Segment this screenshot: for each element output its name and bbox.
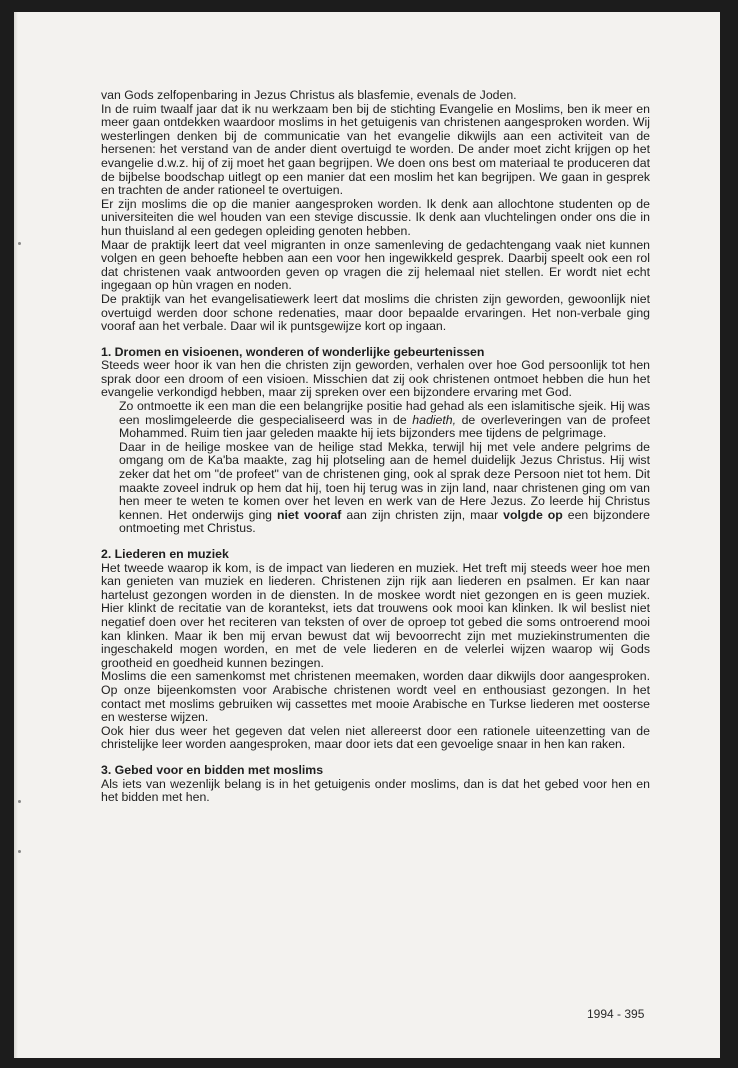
paragraph: Maar de praktijk leert dat veel migranten in onze samenleving de gedachtengang vaak niet kunnen volgen en geen behoefte hebben aan een voor hen ingewikkeld gesprek. Daarbij speelt ook een rol dat christenen vaak antwoorden geven op vragen die zij helemaal niet stellen. Er wordt niet echt ingegaan op hùn vragen en noden. [101, 237, 650, 293]
paragraph: Moslims die een samenkomst met christenen meemaken, worden daar dikwijls door aangesproken. Op onze bijeenkomsten voor Arabische christenen wordt veel en enthousiast gezongen. In het contact met moslims gebruiken wij cassettes met mooie Arabische en Turkse liederen met oosterse en westerse wijzen. [101, 669, 650, 725]
document-page [14, 12, 720, 1058]
indented-paragraph: Zo ontmoette ik een man die een belangrijke positie had gehad als een islamitische sjeik. Hij was een moslimgeleerde die gespecialiseerd was in de hadieth, de overleveringen van de profeet Mohammed. Ruim tien jaar geleden maakte hij iets bijzonders mee tijdens de pelgrimage. [119, 399, 650, 441]
margin-mark [18, 242, 21, 245]
section-heading: 2. Liederen en muziek [101, 547, 229, 561]
margin-mark [18, 850, 21, 853]
page-number: 1994 - 395 [587, 1007, 645, 1021]
paragraph: Er zijn moslims die op die manier aangesproken worden. Ik denk aan allochtone studenten op de universiteiten die wel houden van een stevige discussie. Ik denk aan vluchtelingen onder ons die in hun thuisland al een gedegen opleiding genoten hebben. [101, 196, 650, 238]
article-body [101, 89, 650, 805]
paragraph: De praktijk van het evangelisatiewerk leert dat moslims die christen zijn geworden, gewoonlijk niet overtuigd werden door schone redenaties, maar door bepaalde ervaringen. Het non-verbale ging vooraf aan het verbale. Daar wil ik puntsgewijze kort op ingaan. [101, 291, 650, 334]
paragraph: Het tweede waarop ik kom, is de impact van liederen en muziek. Het treft mij steeds weer hoe men kan genieten van muziek en liederen. Christenen zijn rijk aan liederen en psalmen. Er kan naar hartelust gezongen worden in de diensten. In de moskee wordt niet gezongen en is geen muziek. Hier klinkt de recitatie van de korantekst, iets dat trouwens ook mooi kan klinken. Ik wil beslist niet negatief doen over het reciteren van teksten of over de oproep tot gebed die soms ontroerend mooi kan klinken. Maar ik ben mij ervan bewust dat wij bevoorrecht zijn met muziekinstrumenten die ingeschakeld mogen worden, en met de vele liederen en de velerlei wijzen waarop wij Gods grootheid en goedheid kunnen bezingen. [101, 560, 650, 670]
section-heading: 3. Gebed voor en bidden met moslims [101, 762, 324, 777]
paragraph: In de ruim twaalf jaar dat ik nu werkzaam ben bij de stichting Evangelie en Moslims, ben ik meer en meer gaan ontdekken waardoor moslims in het getuigenis van christenen aangesproken worden. Wij westerlingen denken bij de communicatie van het evangelie dikwijls aan een activiteit van de hersenen: het verstand van de ander dient overtuigd te worden. De ander moet zicht krijgen op het evangelie d.w.z. hij of zij moet het gaan begrijpen. We doen ons best om materiaal te produceren dat de bijbelse boodschap uitlegt op een manier dat een moslim het kan begrijpen. We gaan in gesprek en trachten de ander rationeel te overtuigen. [101, 101, 650, 198]
margin-mark [18, 800, 21, 803]
paragraph: Als iets van wezenlijk belang is in het getuigenis onder moslims, dan is dat het gebed voor hen en het bidden met hen. [101, 776, 650, 805]
paragraph: Ook hier dus weer het gegeven dat velen niet allereerst door een rationele uiteenzetting van de christelijke leer worden aangesproken, maar door iets dat een gevoelige snaar in hen kan raken. [101, 723, 650, 752]
indented-paragraph: Daar in de heilige moskee van de heilige stad Mekka, terwijl hij met vele andere pelgrims de omgang om de Ka'ba maakte, zag hij plotseling aan de hemel duidelijk Jezus Christus. Hij wist zeker dat het om "de profeet" van de christenen ging, ook al sprak deze Persoon niet tot hem. Dit maakte zoveel indruk op hem dat hij, toen hij terug was in zijn land, naar christenen ging om van hen meer te weten te komen over het leven en werk van de Here Jezus. Zo leerde hij Christus kennen. Het onderwijs ging niet vooraf aan zijn christen zijn, maar volgde op een bijzondere ontmoeting met Christus. [119, 439, 650, 536]
paragraph: van Gods zelfopenbaring in Jezus Christus als blasfemie, evenals de Joden. [101, 88, 517, 102]
section-heading: 1. Dromen en visioenen, wonderen of wonderlijke gebeurtenissen [101, 344, 485, 359]
paragraph: Steeds weer hoor ik van hen die christen zijn geworden, verhalen over hoe God persoonlijk tot hen sprak door een droom of een visioen. Misschien dat zij ook christenen ontmoet hebben die hun het evangelie verkondigd hebben, maar zij spreken over een bijzondere ervaring met God. [101, 358, 650, 400]
